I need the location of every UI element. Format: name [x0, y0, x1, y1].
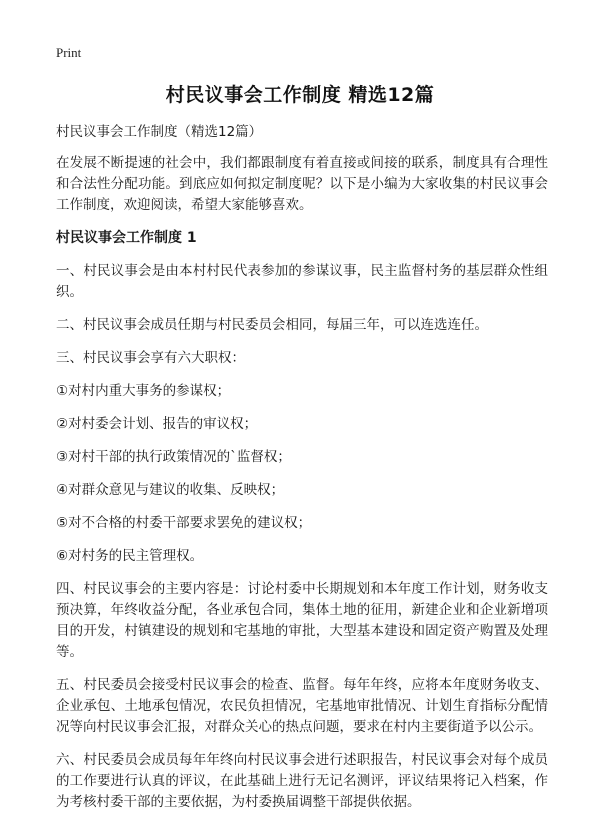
intro-paragraph: 在发展不断提速的社会中，我们都跟制度有着直接或间接的联系，制度具有合理性和合法性分配功能。到底应如何拟定制度呢？以下是小编为大家收集的村民议事会工作制度，欢迎阅读，希望大家能够喜欢。 [56, 155, 548, 213]
page-title: 村民议事会工作制度 精选12篇 [165, 84, 435, 106]
power-item-2: ②对村委会计划、报告的审议权； [56, 416, 258, 432]
power-item-5: ⑤对不合格的村委干部要求罢免的建议权； [56, 515, 312, 531]
document-body [56, 122, 548, 825]
power-item-4: ④对群众意见与建议的收集、反映权； [56, 482, 285, 498]
paragraph-5: 五、村民委员会接受村民议事会的检查、监督。每年年终，应将本年度财务收支、企业承包、土地承包情况，农民负担情况，宅基地审批情况、计划生育指标分配情况等向村民议事会汇报，对群众关心的热点问题，要求在村内主要街道予以公示。 [56, 677, 548, 735]
power-item-3: ③对村干部的执行政策情况的`监督权； [56, 449, 291, 465]
paragraph-6: 六、村民委员会成员每年年终向村民议事会进行述职报告，村民议事会对每个成员的工作要进行认真的评议，在此基础上进行无记名测评，评议结果将记入档案，作为考核村委干部的主要依据，为村委换届调整干部提供依据。 [56, 752, 548, 810]
print-link[interactable]: Print [56, 45, 82, 60]
paragraph-1: 一、村民议事会是由本村村民代表参加的参谋议事，民主监督村务的基层群众性组织。 [56, 263, 548, 300]
paragraph-2: 二、村民议事会成员任期与村民委员会相同，每届三年，可以连选连任。 [56, 317, 488, 333]
document-subtitle: 村民议事会工作制度（精选12篇） [56, 124, 263, 140]
section-heading: 村民议事会工作制度 1 [56, 230, 197, 246]
power-item-6: ⑥对村务的民主管理权。 [56, 548, 204, 564]
paragraph-4: 四、村民议事会的主要内容是：讨论村委中长期规划和本年度工作计划，财务收支预决算，年终收益分配，各业承包合同，集体土地的征用，新建企业和企业新增项目的开发，村镇建设的规划和宅基地的审批，大型基本建设和固定资产购置及处理等。 [56, 581, 548, 660]
paragraph-3: 三、村民议事会享有六大职权： [56, 350, 245, 366]
power-item-1: ①对村内重大事务的参谋权； [56, 383, 231, 399]
